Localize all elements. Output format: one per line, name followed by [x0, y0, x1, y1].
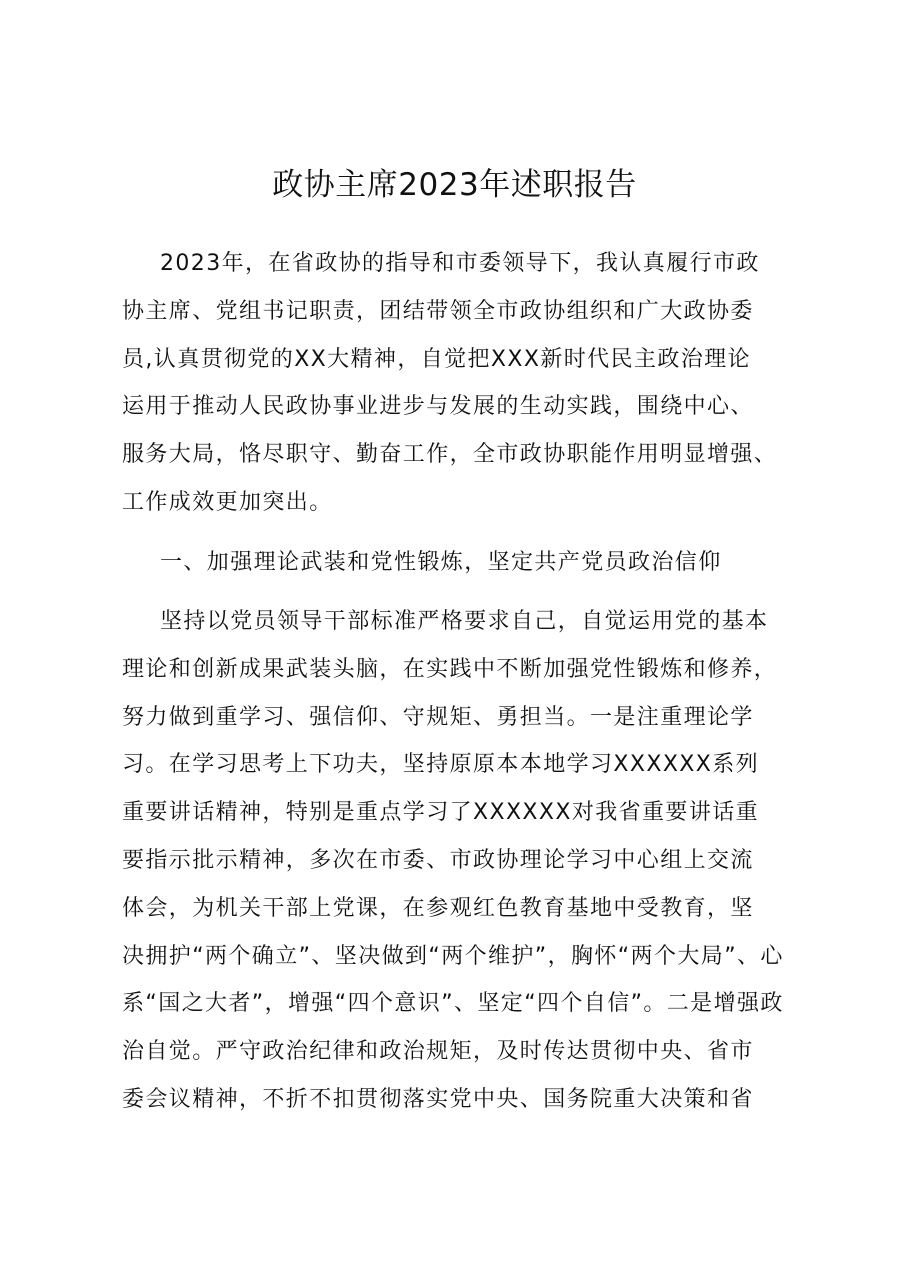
section-heading-1 [122, 539, 812, 587]
text-line: 服务大局，恪尽职守、勤奋工作，全市政协职能作用明显增强、 [122, 442, 778, 468]
text-line: 习。在学习思考上下功夫，坚持原原本本地学习XXXXXX系列 [122, 752, 760, 778]
text-line: 理论和创新成果武装头脑，在实践中不断加强党性锻炼和修养， [122, 656, 778, 682]
paragraph-intro [122, 240, 812, 527]
text-line: 2023年，在省政协的指导和市委领导下，我认真履行市政 [160, 251, 760, 276]
text-line: 系“国之大者”，增强“四个意识”、坚定“四个自信”。二是增强政 [122, 991, 784, 1017]
section-heading-text: 一、加强理论武装和党性锻炼，坚定共产党员政治信仰 [160, 550, 722, 575]
document-title: 政协主席2023年述职报告 [272, 167, 637, 203]
text-line: 协主席、党组书记职责，团结带领全市政协组织和广大政协委 [122, 298, 754, 324]
text-line: 运用于推动人民政协事业进步与发展的生动实践，围绕中心、 [122, 394, 754, 420]
text-line: 坚持以党员领导干部标准严格要求自己，自觉运用党的基本 [160, 609, 769, 634]
text-line: 体会，为机关干部上党课，在参观红色教育基地中受教育，坚 [122, 895, 754, 921]
paragraph-section-1 [122, 598, 812, 1124]
text-line: 工作成效更加突出。 [122, 489, 333, 515]
text-line: 努力做到重学习、强信仰、守规矩、勇担当。一是注重理论学 [122, 704, 754, 730]
text-line: 委会议精神，不折不扣贯彻落实党中央、国务院重大决策和省 [122, 1086, 754, 1112]
text-line: 要指示批示精神，多次在市委、市政协理论学习中心组上交流 [122, 847, 754, 873]
text-line: 决拥护“两个确立”、坚决做到“两个维护”，胸怀“两个大局”、心 [122, 943, 784, 969]
text-line: 治自觉。严守政治纪律和政治规矩，及时传达贯彻中央、省市 [122, 1039, 754, 1065]
text-line: 员,认真贯彻党的XX大精神，自觉把XXX新时代民主政治理论 [122, 346, 751, 372]
text-line: 重要讲话精神，特别是重点学习了XXXXXX对我省重要讲话重 [122, 800, 760, 826]
